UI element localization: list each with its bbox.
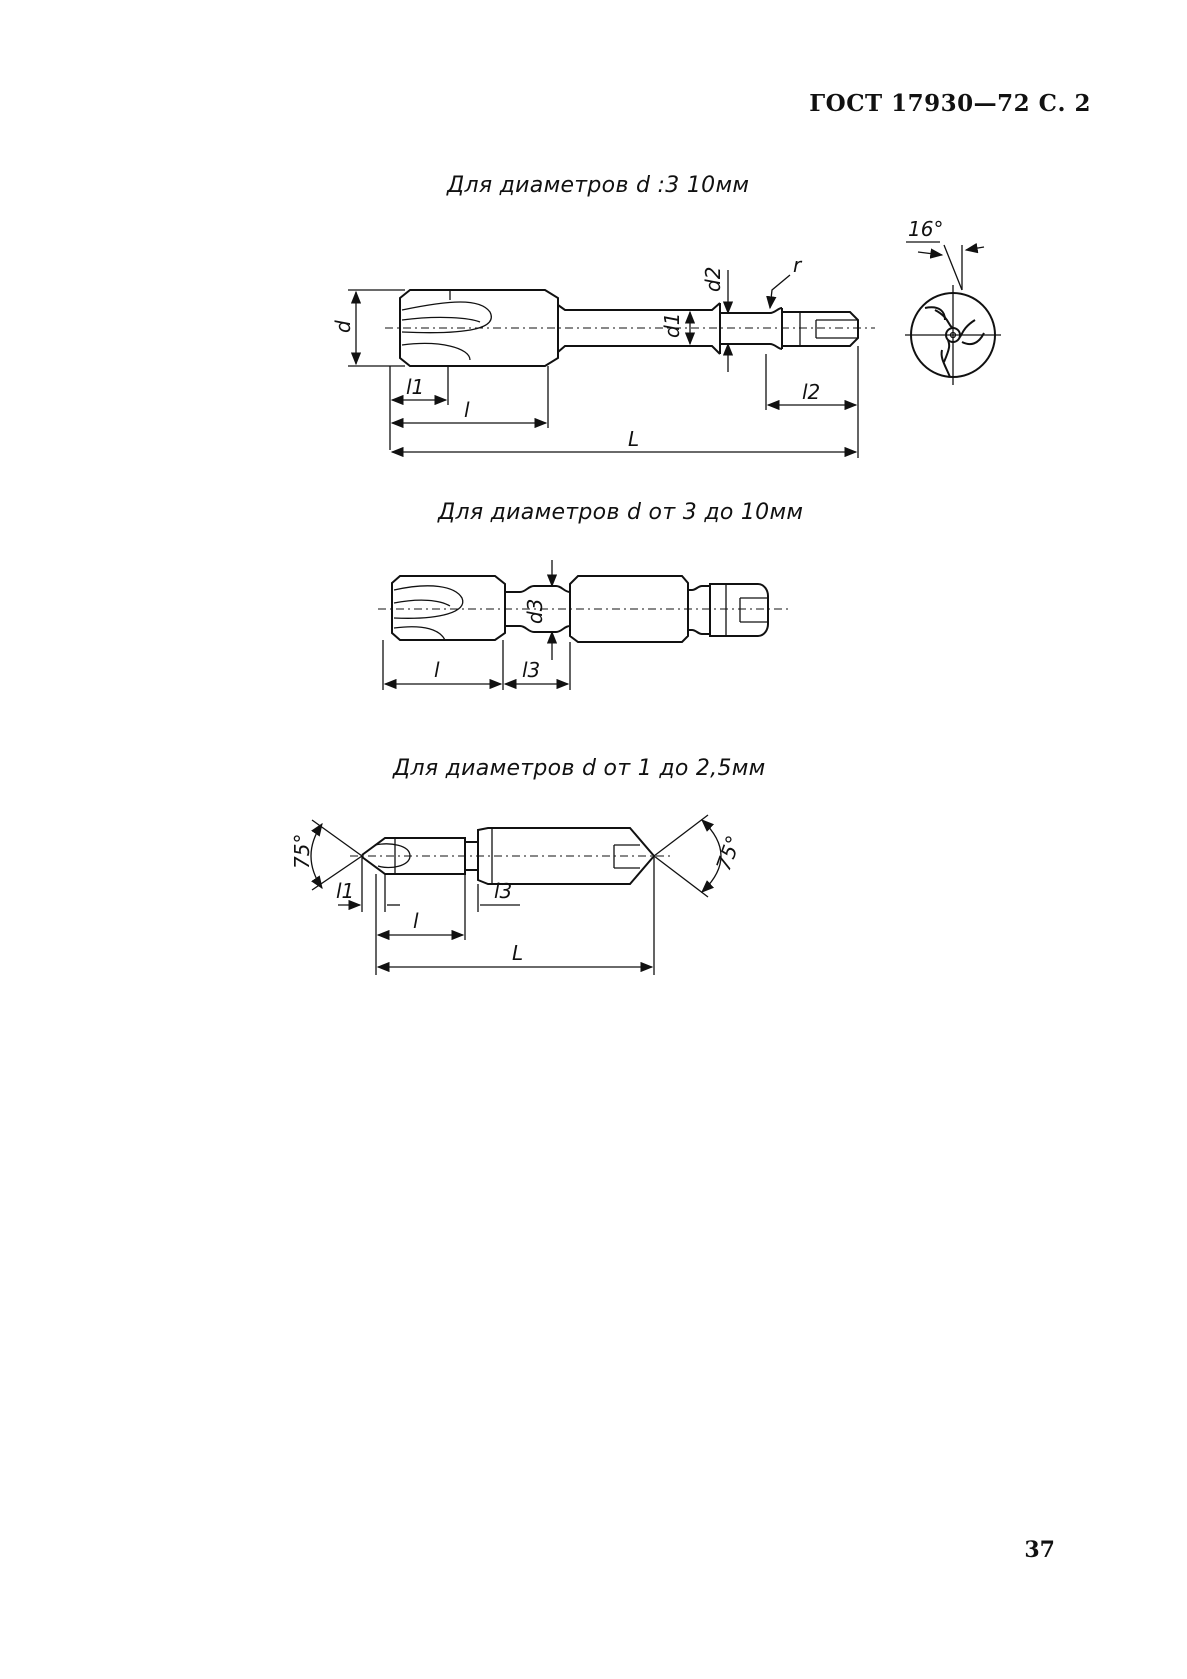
- fig1-label-d2: d2: [701, 266, 725, 292]
- fig1-label-l1: l1: [406, 375, 425, 399]
- fig3-label-L: L: [512, 941, 524, 965]
- fig1-end-view: [905, 217, 1001, 385]
- fig3-label-angle-right: 75°: [711, 832, 746, 874]
- fig3-label-l: l: [413, 909, 419, 933]
- fig1-label-l2: l2: [802, 380, 821, 404]
- fig1-label-r: r: [793, 253, 802, 277]
- page-number: 37: [1024, 1537, 1055, 1563]
- figure-3-tool-drawing: [290, 815, 746, 975]
- fig2-label-d3: d3: [523, 598, 547, 624]
- fig3-label-l1: l1: [336, 879, 355, 903]
- fig1-label-l: l: [464, 398, 470, 422]
- figure-1-tool-drawing: [331, 217, 1001, 458]
- figure-2-tool-drawing: [378, 560, 790, 690]
- figure-2-caption: Для диаметров d от 3 до 10мм: [438, 500, 804, 525]
- fig2-label-l: l: [434, 658, 440, 682]
- fig1-label-L: L: [628, 427, 640, 451]
- fig1-label-angle: 16°: [908, 217, 944, 241]
- fig2-label-l3: l3: [522, 658, 541, 682]
- fig3-label-angle-left: 75°: [290, 833, 314, 869]
- fig1-label-d1: d1: [660, 312, 684, 338]
- figure-1-caption: Для диаметров d :3 10мм: [447, 173, 750, 198]
- figure-3-caption: Для диаметров d от 1 до 2,5мм: [393, 756, 766, 781]
- document-header: ГОСТ 17930—72 С. 2: [809, 90, 1091, 117]
- fig3-label-l3: l3: [494, 879, 513, 903]
- fig1-label-d: d: [331, 320, 355, 333]
